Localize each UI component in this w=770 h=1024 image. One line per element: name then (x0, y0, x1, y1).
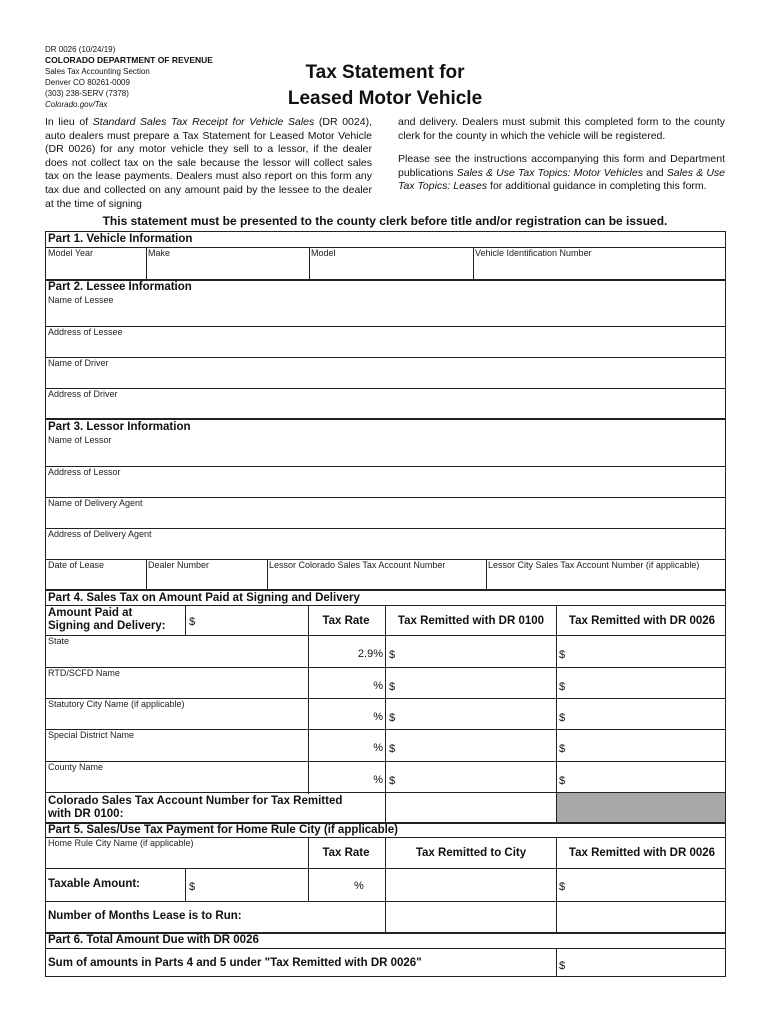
taxable-amount-label: Taxable Amount: (48, 878, 141, 890)
amount-paid-dollar: $ (189, 616, 196, 628)
acct-number-line-1: Colorado Sales Tax Account Number for Tax Remitted (48, 795, 343, 807)
tax-row-dr0026-dollar: $ (559, 712, 566, 724)
shaded-cell (557, 793, 725, 822)
months-lease-label: Number of Months Lease is to Run: (48, 910, 242, 922)
tax-row-rate: % (373, 711, 383, 723)
website: Colorado.gov/Tax (45, 100, 108, 109)
total-due-dollar: $ (559, 960, 566, 972)
intro-publication: Sales & Use Tax Topics: Leases (398, 166, 726, 193)
tax-row-label: Special District Name (48, 730, 135, 740)
tax-row-dr0026-dollar: $ (559, 649, 566, 661)
p5-dr0026-dollar: $ (559, 881, 566, 893)
name-of-driver-label: Name of Driver (48, 358, 109, 368)
lessor-state-account-label: Lessor Colorado Sales Tax Account Number (269, 560, 446, 570)
p5-tax-rate-header: Tax Rate (322, 847, 370, 859)
tax-row-rate: 2.9% (357, 648, 383, 660)
remitted-dr0026-header: Tax Remitted with DR 0026 (568, 615, 716, 627)
tax-row-dr0100-dollar: $ (389, 775, 396, 787)
department-name: COLORADO DEPARTMENT OF REVENUE (45, 55, 213, 65)
intro-paragraph-2: and delivery. Dealers must submit this completed form to the county clerk for the county in which the vehicle will be registered. (398, 116, 725, 142)
remitted-dr0100-header: Tax Remitted with DR 0100 (397, 615, 545, 627)
home-rule-city-label: Home Rule City Name (if applicable) (48, 838, 194, 848)
tax-row-dr0100-dollar: $ (389, 712, 396, 724)
intro-text: for additional guidance in completing this form. (487, 180, 707, 193)
tax-row-rate: % (373, 774, 383, 786)
address-of-lessee-label: Address of Lessee (48, 327, 123, 337)
tax-row-label: County Name (48, 762, 104, 772)
acct-number-line-2: with DR 0100: (48, 808, 124, 820)
intro-paragraph-3 (398, 153, 725, 194)
name-of-lessor-label: Name of Lessor (48, 435, 112, 445)
dealer-number-label: Dealer Number (148, 560, 210, 570)
taxable-amount-dollar: $ (189, 881, 196, 893)
intro-text: Please see the instructions accompanying this form and Department publications (398, 153, 725, 179)
mailing-address: Denver CO 80261-0009 (45, 78, 130, 87)
tax-row-dr0100-dollar: $ (389, 743, 396, 755)
tax-row-dr0100-dollar: $ (389, 681, 396, 693)
intro-publication: Sales & Use Tax Topics: Motor Vehicles (456, 166, 643, 179)
tax-remitted-city-header: Tax Remitted to City (415, 847, 527, 859)
tax-row-label: Statutory City Name (if applicable) (48, 699, 185, 709)
tax-row-label: RTD/SCFD Name (48, 668, 120, 678)
model-year-label: Model Year (48, 248, 94, 258)
sum-amounts-label: Sum of amounts in Parts 4 and 5 under "Tax Remitted with DR 0026" (48, 957, 422, 969)
name-of-lessee-label: Name of Lessee (48, 295, 114, 305)
form-title (270, 60, 500, 112)
date-of-lease-label: Date of Lease (48, 560, 105, 570)
tax-row-dr0100-dollar: $ (389, 649, 396, 661)
model-label: Model (311, 248, 336, 258)
address-of-lessor-label: Address of Lessor (48, 467, 121, 477)
part3-title: Part 3. Lessor Information (48, 421, 191, 433)
name-of-delivery-agent-label: Name of Delivery Agent (48, 498, 143, 508)
form-header (45, 44, 213, 110)
part4-title: Part 4. Sales Tax on Amount Paid at Signing and Delivery (48, 592, 360, 604)
make-label: Make (148, 248, 171, 258)
intro-text: and (642, 166, 667, 179)
address-of-driver-label: Address of Driver (48, 389, 118, 399)
tax-row-rate: % (373, 742, 383, 754)
title-line-1: Tax Statement for (305, 62, 465, 83)
tax-row-dr0026-dollar: $ (559, 775, 566, 787)
intro-paragraph-1 (45, 116, 372, 211)
tax-row-label: State (48, 636, 70, 646)
intro-text: In lieu of (45, 116, 93, 128)
intro-right (398, 116, 725, 194)
intro-publication: Standard Sales Tax Receipt for Vehicle Sales (92, 116, 315, 128)
section-name: Sales Tax Accounting Section (45, 67, 150, 76)
p5-rate-pct: % (354, 880, 364, 892)
acct-number-label (48, 795, 342, 821)
amount-paid-line-1: Amount Paid at (48, 607, 133, 619)
vin-label: Vehicle Identification Number (475, 248, 592, 258)
intro-text: (DR 0024), auto dealers must prepare a Tax Statement for Leased Motor Vehicle (DR 0026) for any motor vehicle they sell to a lessor, if the dealer does not collect tax on the sale because the lessor will collect sales tax on the lease payments. Dealers must also report on this form any tax due and collected on any amount paid by the lessee to the dealer at the time of signing (45, 116, 372, 210)
tax-row-dr0026-dollar: $ (559, 743, 566, 755)
part2-title: Part 2. Lessee Information (48, 281, 192, 293)
p5-remitted-dr0026-header: Tax Remitted with DR 0026 (568, 847, 716, 859)
intro-left (45, 116, 372, 211)
form-number: DR 0026 (10/24/19) (45, 45, 116, 54)
tax-row-dr0026-dollar: $ (559, 681, 566, 693)
amount-paid-line-2: Signing and Delivery: (48, 620, 166, 632)
amount-paid-label (48, 607, 166, 633)
address-of-delivery-agent-label: Address of Delivery Agent (48, 529, 152, 539)
tax-rate-header: Tax Rate (322, 615, 370, 627)
tax-form (45, 231, 726, 977)
part1-title: Part 1. Vehicle Information (48, 233, 193, 245)
part6-title: Part 6. Total Amount Due with DR 0026 (48, 934, 259, 946)
part5-title: Part 5. Sales/Use Tax Payment for Home Rule City (if applicable) (48, 824, 399, 836)
lessor-city-account-label: Lessor City Sales Tax Account Number (if applicable) (488, 560, 700, 570)
phone-number: (303) 238-SERV (7378) (45, 89, 129, 98)
title-line-2: Leased Motor Vehicle (287, 88, 483, 109)
notice: This statement must be presented to the county clerk before title and/or registration can be issued. (102, 214, 668, 228)
tax-row-rate: % (373, 680, 383, 692)
